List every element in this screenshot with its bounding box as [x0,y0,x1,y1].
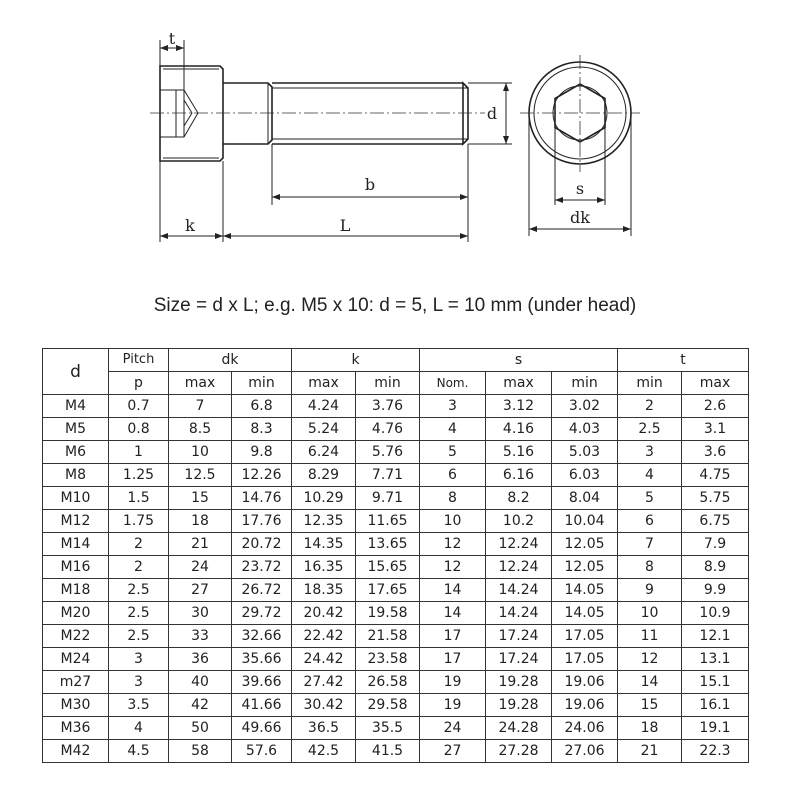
table-cell: 18.35 [292,579,356,602]
table-cell: 22.42 [292,625,356,648]
table-cell: 7 [618,533,682,556]
table-cell: 14.35 [292,533,356,556]
table-cell: 30.42 [292,694,356,717]
screw-spec-table [42,348,749,763]
table-cell: 10.04 [552,510,618,533]
table-cell: 14.24 [486,602,552,625]
table-cell: 9.9 [682,579,749,602]
size-caption: Size = d x L; e.g. M5 x 10: d = 5, L = 10 mm (under head) [153,295,637,316]
table-cell: 27 [169,579,232,602]
table-cell: 5.24 [292,418,356,441]
table-cell: 4 [618,464,682,487]
table-cell: 18 [169,510,232,533]
table-row [43,694,749,717]
table-cell: 6.16 [486,464,552,487]
screw-end-view [520,55,640,172]
table-cell: 15 [618,694,682,717]
table-cell: 13.65 [356,533,420,556]
table-cell: 1 [109,441,169,464]
table-cell: M22 [43,625,109,648]
table-cell: 9 [618,579,682,602]
table-row [43,533,749,556]
table-cell: 4.24 [292,395,356,418]
header-dk: dk [169,349,292,372]
table-cell: 3.1 [682,418,749,441]
label-d: d [486,104,498,123]
table-cell: 4.03 [552,418,618,441]
table-cell: 4 [420,418,486,441]
table-cell: 19 [420,671,486,694]
table-cell: 12.24 [486,533,552,556]
table-cell: 19.58 [356,602,420,625]
table-row [43,579,749,602]
dimension-k-l [160,161,468,242]
table-cell: m27 [43,671,109,694]
table-cell: 5.75 [682,487,749,510]
table-cell: 2.5 [618,418,682,441]
table-cell: 24.06 [552,717,618,740]
table-row [43,487,749,510]
table-cell: 30 [169,602,232,625]
table-cell: 32.66 [232,625,292,648]
table-cell: 7.71 [356,464,420,487]
table-cell: M12 [43,510,109,533]
table-cell: 3 [109,648,169,671]
table-row [43,395,749,418]
table-cell: 2 [109,556,169,579]
table-cell: 24 [420,717,486,740]
header-row-1 [43,349,749,372]
table-cell: 1.25 [109,464,169,487]
table-cell: 0.7 [109,395,169,418]
table-cell: 2 [618,395,682,418]
label-s: s [575,179,585,198]
table-cell: 6 [420,464,486,487]
header-t-min: min [618,372,682,395]
header-s-max: max [486,372,552,395]
table-cell: 29.58 [356,694,420,717]
table-cell: 29.72 [232,602,292,625]
table-cell: 14 [420,579,486,602]
table-row [43,740,749,763]
table-cell: 6.03 [552,464,618,487]
header-k-min: min [356,372,420,395]
table-cell: 15.65 [356,556,420,579]
label-k: k [185,216,195,235]
table-cell: M4 [43,395,109,418]
table-row [43,418,749,441]
header-pitch: Pitch [109,349,169,372]
table-cell: 27.42 [292,671,356,694]
table-cell: M16 [43,556,109,579]
table-cell: 23.58 [356,648,420,671]
table-cell: M5 [43,418,109,441]
table-cell: 20.42 [292,602,356,625]
table-cell: 2.5 [109,602,169,625]
label-t: t [168,29,176,48]
table-cell: 36 [169,648,232,671]
table-cell: 24.28 [486,717,552,740]
table-cell: 21 [169,533,232,556]
table-cell: 4.5 [109,740,169,763]
header-k: k [292,349,420,372]
table-cell: 26.58 [356,671,420,694]
table-cell: 12.24 [486,556,552,579]
table-cell: 8.29 [292,464,356,487]
table-cell: 36.5 [292,717,356,740]
table-cell: 19.28 [486,694,552,717]
table-cell: 6.75 [682,510,749,533]
label-b: b [364,175,376,194]
dimension-b [272,144,468,242]
table-cell: 41.66 [232,694,292,717]
table-cell: 6.24 [292,441,356,464]
table-cell: 12.26 [232,464,292,487]
header-row-2 [43,372,749,395]
table-cell: 2 [109,533,169,556]
table-row [43,671,749,694]
table-cell: 27 [420,740,486,763]
table-cell: 3 [618,441,682,464]
header-dk-min: min [232,372,292,395]
table-cell: 16.1 [682,694,749,717]
table-cell: 10 [169,441,232,464]
table-cell: 4.75 [682,464,749,487]
table-cell: 10 [420,510,486,533]
table-cell: 12 [618,648,682,671]
table-cell: M14 [43,533,109,556]
table-cell: 7.9 [682,533,749,556]
table-cell: 14.24 [486,579,552,602]
header-d: d [43,349,109,395]
table-cell: 10.29 [292,487,356,510]
table-cell: 3.5 [109,694,169,717]
table-cell: 3.6 [682,441,749,464]
table-row [43,625,749,648]
table-cell: 18 [618,717,682,740]
table-row [43,556,749,579]
table-cell: 10.9 [682,602,749,625]
table-cell: 39.66 [232,671,292,694]
header-s: s [420,349,618,372]
table-cell: 35.66 [232,648,292,671]
table-cell: 8 [420,487,486,510]
table-cell: M8 [43,464,109,487]
table-cell: 12.05 [552,556,618,579]
table-cell: 0.8 [109,418,169,441]
table-cell: 57.6 [232,740,292,763]
table-cell: 4.16 [486,418,552,441]
table-cell: 17 [420,648,486,671]
table-cell: 19 [420,694,486,717]
screw-technical-drawing [0,0,790,270]
table-cell: 14 [618,671,682,694]
table-cell: 16.35 [292,556,356,579]
table-cell: M36 [43,717,109,740]
table-cell: 49.66 [232,717,292,740]
table-cell: 17 [420,625,486,648]
table-cell: 15.1 [682,671,749,694]
table-cell: 21.58 [356,625,420,648]
table-cell: 12 [420,533,486,556]
table-cell: 17.65 [356,579,420,602]
header-t: t [618,349,749,372]
table-cell: 3.02 [552,395,618,418]
table-cell: 14.05 [552,579,618,602]
dimension-d [468,83,512,144]
table-cell: 8.3 [232,418,292,441]
table-cell: 10.2 [486,510,552,533]
table-cell: 2.5 [109,625,169,648]
table-cell: 3.12 [486,395,552,418]
table-cell: 15 [169,487,232,510]
table-cell: 41.5 [356,740,420,763]
table-cell: 8.2 [486,487,552,510]
table-cell: 2.5 [109,579,169,602]
table-cell: 4.76 [356,418,420,441]
table-cell: 5.76 [356,441,420,464]
table-cell: 8.04 [552,487,618,510]
table-cell: 8 [618,556,682,579]
table-cell: 19.06 [552,671,618,694]
table-cell: 42 [169,694,232,717]
table-cell: 19.06 [552,694,618,717]
table-cell: 19.1 [682,717,749,740]
table-cell: 12.1 [682,625,749,648]
table-row [43,648,749,671]
table-cell: 17.76 [232,510,292,533]
table-cell: M24 [43,648,109,671]
table-cell: 42.5 [292,740,356,763]
table-cell: 1.75 [109,510,169,533]
label-l: L [339,216,351,235]
table-cell: 11.65 [356,510,420,533]
table-cell: M10 [43,487,109,510]
table-cell: 58 [169,740,232,763]
table-cell: 11 [618,625,682,648]
table-cell: 17.05 [552,625,618,648]
table-cell: 2.6 [682,395,749,418]
table-cell: 12.05 [552,533,618,556]
table-cell: 5 [420,441,486,464]
table-cell: 3 [109,671,169,694]
table-cell: 4 [109,717,169,740]
table-row [43,441,749,464]
table-cell: 50 [169,717,232,740]
table-cell: 13.1 [682,648,749,671]
table-cell: M42 [43,740,109,763]
table-cell: 20.72 [232,533,292,556]
table-cell: 33 [169,625,232,648]
screw-side-view [150,66,485,161]
table-cell: 17.05 [552,648,618,671]
table-cell: 3.76 [356,395,420,418]
table-cell: 24.42 [292,648,356,671]
table-cell: 3 [420,395,486,418]
table-cell: 12.5 [169,464,232,487]
table-cell: 9.71 [356,487,420,510]
table-cell: 8.9 [682,556,749,579]
table-cell: 9.8 [232,441,292,464]
table-cell: 1.5 [109,487,169,510]
table-cell: 7 [169,395,232,418]
table-cell: M6 [43,441,109,464]
table-cell: 24 [169,556,232,579]
table-cell: 19.28 [486,671,552,694]
table-cell: 27.06 [552,740,618,763]
table-cell: 23.72 [232,556,292,579]
table-row [43,510,749,533]
table-row [43,464,749,487]
dimension-t [160,29,184,90]
header-s-min: min [552,372,618,395]
table-cell: 21 [618,740,682,763]
table-cell: 10 [618,602,682,625]
header-p: p [109,372,169,395]
table-cell: 40 [169,671,232,694]
table-cell: 5.16 [486,441,552,464]
table-cell: 12.35 [292,510,356,533]
table-cell: 12 [420,556,486,579]
table-cell: 35.5 [356,717,420,740]
table-cell: 5.03 [552,441,618,464]
header-t-max: max [682,372,749,395]
table-cell: 14.05 [552,602,618,625]
header-dk-max: max [169,372,232,395]
table-cell: 22.3 [682,740,749,763]
table-cell: M18 [43,579,109,602]
table-cell: 26.72 [232,579,292,602]
table-cell: M30 [43,694,109,717]
table-cell: 17.24 [486,625,552,648]
table-cell: 14.76 [232,487,292,510]
label-dk: dk [570,208,590,227]
header-s-nom: Nom. [420,372,486,395]
table-cell: 6.8 [232,395,292,418]
table-cell: 6 [618,510,682,533]
table-row [43,717,749,740]
table-cell: 5 [618,487,682,510]
header-k-max: max [292,372,356,395]
table-cell: 27.28 [486,740,552,763]
table-cell: 17.24 [486,648,552,671]
table-row [43,602,749,625]
table-cell: M20 [43,602,109,625]
table-cell: 8.5 [169,418,232,441]
table-cell: 14 [420,602,486,625]
